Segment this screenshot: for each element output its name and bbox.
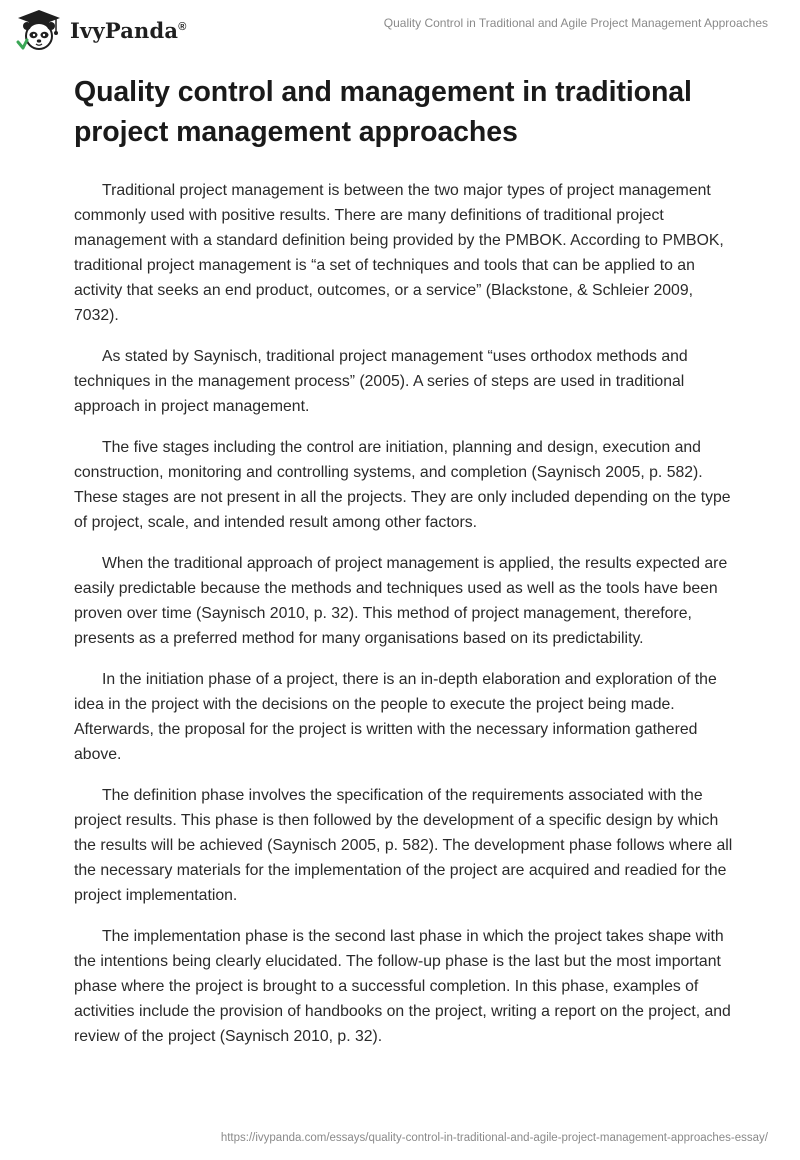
paragraph: The five stages including the control are initiation, planning and design, execution and construction, monitoring and controlling systems, and completion (Saynisch 2005, p. 582). These stages are not present in all the projects. They are only included depending on the type of project, scale, and intended result among other factors. (74, 439, 731, 531)
paragraph: The implementation phase is the second last phase in which the project takes shape with the intentions being clearly elucidated. The follow-up phase is the last but the most important phase where the project is brought to a successful completion. In this phase, examples of activities include the provision of handbooks on the project, writing a report on the project, and review of the project (Saynisch 2010, p. 32). (74, 928, 731, 1045)
article-heading: Quality control and management in traditional project management approaches (74, 76, 692, 148)
ivypanda-logo[interactable] (14, 8, 187, 52)
paragraph: When the traditional approach of project management is applied, the results expected are easily predictable because the methods and techniques used as well as the tools have been proven over time (Saynisch 2010, p. 32). This method of project management, therefore, presents as a preferred method for many organisations based on its predictability. (74, 555, 728, 647)
article-body (74, 72, 734, 1065)
logo-text: IvyPanda® (70, 17, 187, 43)
paragraph: Traditional project management is between the two major types of project management commonly used with positive results. There are many definitions of traditional project management with a standard definition being provided by the PMBOK. According to PMBOK, traditional project management is “a set of techniques and tools that can be applied to an activity that seeks an end product, outcomes, or a service” (Blackstone, & Schleier 2009, 7032). (74, 182, 724, 324)
source-url[interactable]: https://ivypanda.com/essays/quality-control-in-traditional-and-agile-project-management-approaches-essay/ (220, 1132, 768, 1144)
paragraph: The definition phase involves the specification of the requirements associated with the project results. This phase is then followed by the development of a specific design by which the results will be achieved (Saynisch 2005, p. 582). The development phase follows where all the necessary materials for the implementation of the project are acquired and readied for the project implementation. (74, 787, 733, 904)
paragraph: In the initiation phase of a project, there is an in-depth elaboration and exploration of the idea in the project with the decisions on the people to execute the project being made. Afterwards, the proposal for the project is written with the necessary information gathered above. (74, 671, 717, 763)
paragraph: As stated by Saynisch, traditional project management “uses orthodox methods and techniques in the management process” (2005). A series of steps are used in traditional approach in project management. (74, 348, 688, 415)
panda-logo-icon (14, 8, 64, 52)
registered-mark: ® (178, 20, 187, 33)
page-header (0, 0, 800, 60)
document-title: Quality Control in Traditional and Agile Project Management Approaches (383, 16, 768, 30)
